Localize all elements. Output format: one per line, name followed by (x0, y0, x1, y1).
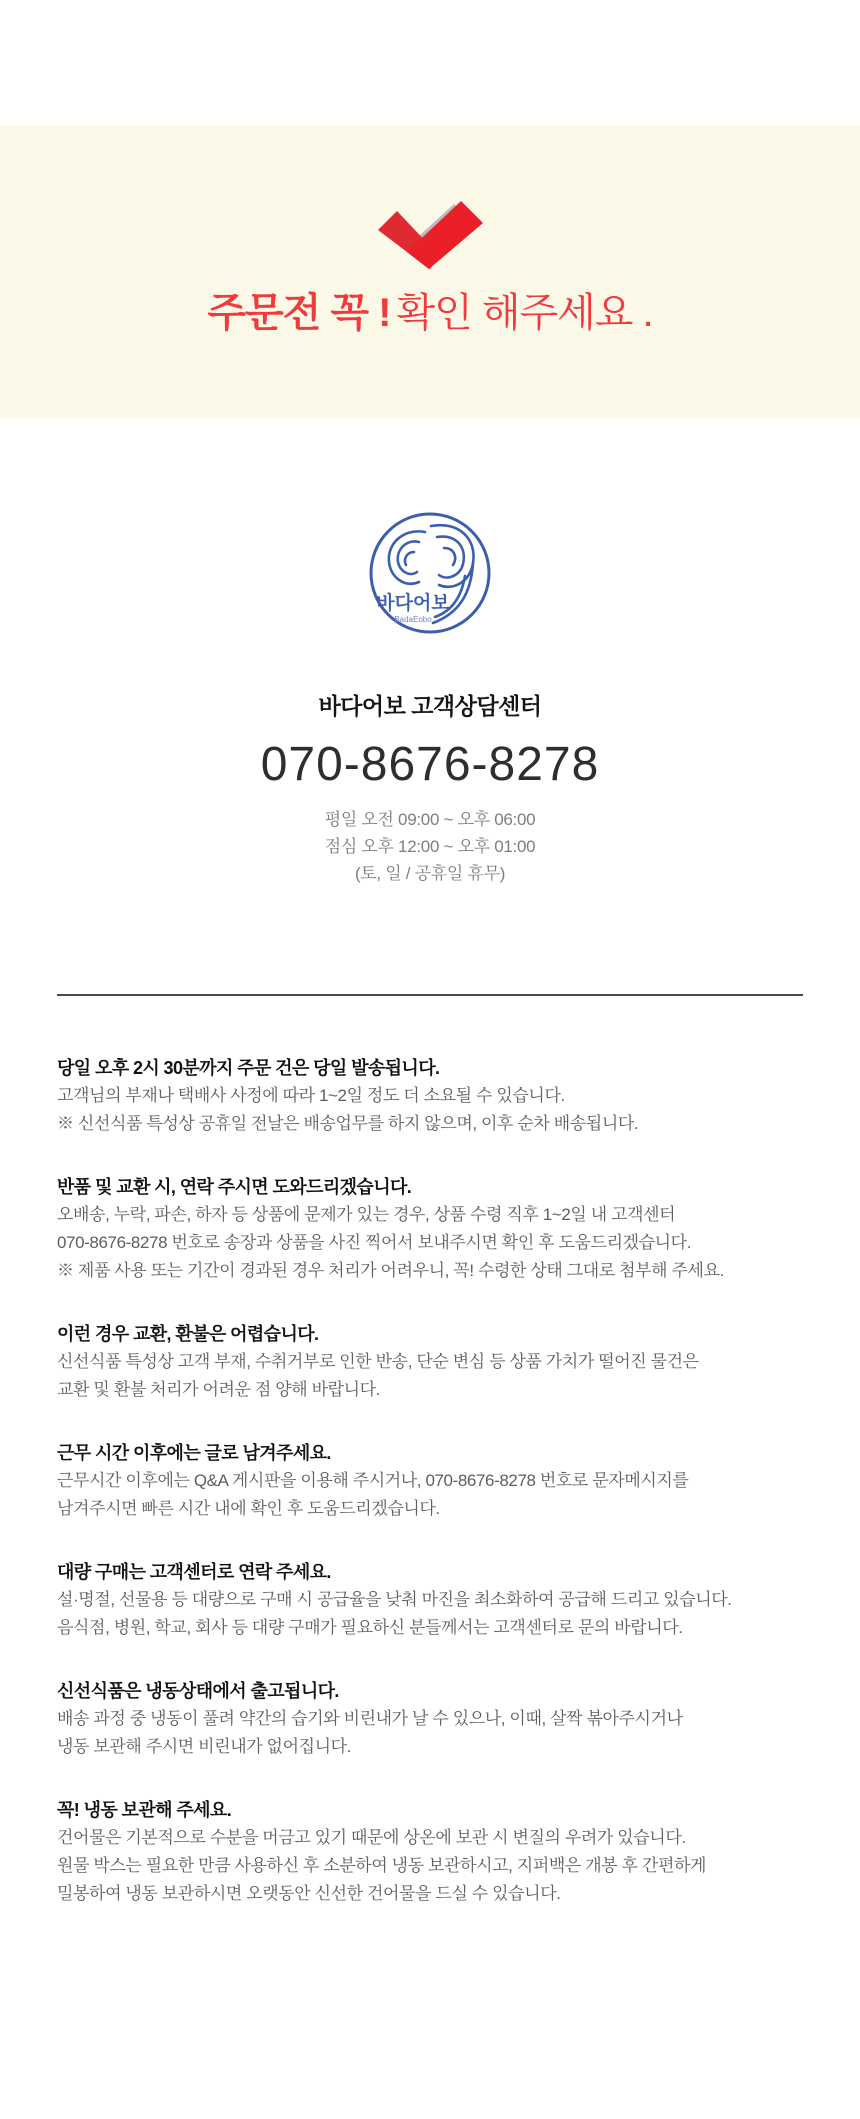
notice-line: 오배송, 누락, 파손, 하자 등 상품에 문제가 있는 경우, 상품 수령 직후 1~2일 내 고객센터 (57, 1205, 676, 1224)
notice-section (57, 1558, 820, 1642)
notice-heading: 대량 구매는 고객센터로 연락 주세요. (57, 1562, 331, 1582)
notice-heading: 근무 시간 이후에는 글로 남겨주세요. (57, 1443, 331, 1463)
order-notice-banner (0, 125, 860, 418)
notice-section (57, 1173, 820, 1285)
notice-section (57, 1796, 820, 1908)
logo-english-text: BadaEobo (394, 615, 432, 624)
notice-line: 고객님의 부재나 택배사 사정에 따라 1~2일 정도 더 소요될 수 있습니다. (57, 1086, 565, 1105)
notice-heading: 당일 오후 2시 30분까지 주문 건은 당일 발송됩니다. (57, 1058, 440, 1078)
business-hours (0, 806, 860, 887)
wave-circle-logo-icon (0, 506, 860, 652)
notice-section (57, 1320, 820, 1404)
notice-heading: 이런 경우 교환, 환불은 어렵습니다. (57, 1324, 319, 1344)
notices (57, 1054, 820, 1908)
notice-section (57, 1677, 820, 1761)
notice-heading: 신선식품은 냉동상태에서 출고됩니다. (57, 1681, 339, 1701)
notice-line: 교환 및 환불 처리가 어려운 점 양해 바랍니다. (57, 1380, 380, 1399)
hours-weekday: 평일 오전 09:00 ~ 오후 06:00 (324, 810, 536, 829)
notice-heading: 꼭! 냉동 보관해 주세요. (57, 1800, 232, 1820)
customer-center-phone: 070-8676-8278 (260, 738, 600, 791)
hours-holiday: (토, 일 / 공휴일 휴무) (354, 864, 506, 883)
notice-line: 남겨주시면 빠른 시간 내에 확인 후 도움드리겠습니다. (57, 1499, 440, 1518)
notice-section (57, 1439, 820, 1523)
notice-line: 배송 과정 중 냉동이 풀려 약간의 습기와 비린내가 날 수 있으나, 이때, 살짝 볶아주시거나 (57, 1709, 683, 1728)
ribbon-checkmark-icon (0, 125, 860, 269)
banner-title-light: 확인 해주세요 . (396, 291, 653, 335)
notice-line: ※ 신선식품 특성상 공휴일 전날은 배송업무를 하지 않으며, 이후 순차 배송됩니다. (57, 1114, 639, 1133)
notice-heading: 반품 및 교환 시, 연락 주시면 도와드리겠습니다. (57, 1177, 412, 1197)
notice-line: 밀봉하여 냉동 보관하시면 오랫동안 신선한 건어물을 드실 수 있습니다. (57, 1884, 561, 1903)
customer-center-block (0, 506, 860, 887)
logo-korean-text: 바다어보 (376, 593, 450, 614)
banner-title-bold: 주문전 꼭 ! (207, 291, 391, 335)
banner-title (0, 281, 860, 338)
notice-line: 설·명절, 선물용 등 대량으로 구매 시 공급율을 낮춰 마진을 최소화하여 공급해 드리고 있습니다. (57, 1590, 732, 1609)
notice-line: 원물 박스는 필요한 만큼 사용하신 후 소분하여 냉동 보관하시고, 지퍼백은 개봉 후 간편하게 (57, 1856, 707, 1875)
notice-line: 냉동 보관해 주시면 비린내가 없어집니다. (57, 1737, 351, 1756)
notice-line: 근무시간 이후에는 Q&A 게시판을 이용해 주시거나, 070-8676-8278 번호로 문자메시지를 (57, 1471, 689, 1490)
hours-lunch: 점심 오후 12:00 ~ 오후 01:00 (324, 837, 536, 856)
notice-line: 음식점, 병원, 학교, 회사 등 대량 구매가 필요하신 분들께서는 고객센터로 문의 바랍니다. (57, 1618, 683, 1637)
notice-line: 신선식품 특성상 고객 부재, 수취거부로 인한 반송, 단순 변심 등 상품 가치가 떨어진 물건은 (57, 1352, 699, 1371)
notice-section (57, 1054, 820, 1138)
notice-line: 070-8676-8278 번호로 송장과 상품을 사진 찍어서 보내주시면 확인 후 도움드리겠습니다. (57, 1233, 692, 1252)
customer-center-title: 바다어보 고객상담센터 (318, 693, 542, 719)
notice-line: ※ 제품 사용 또는 기간이 경과된 경우 처리가 어려우니, 꼭! 수령한 상태 그대로 첨부해 주세요. (57, 1261, 724, 1280)
notice-line: 건어물은 기본적으로 수분을 머금고 있기 때문에 상온에 보관 시 변질의 우려가 있습니다. (57, 1828, 686, 1847)
section-divider (57, 994, 803, 996)
